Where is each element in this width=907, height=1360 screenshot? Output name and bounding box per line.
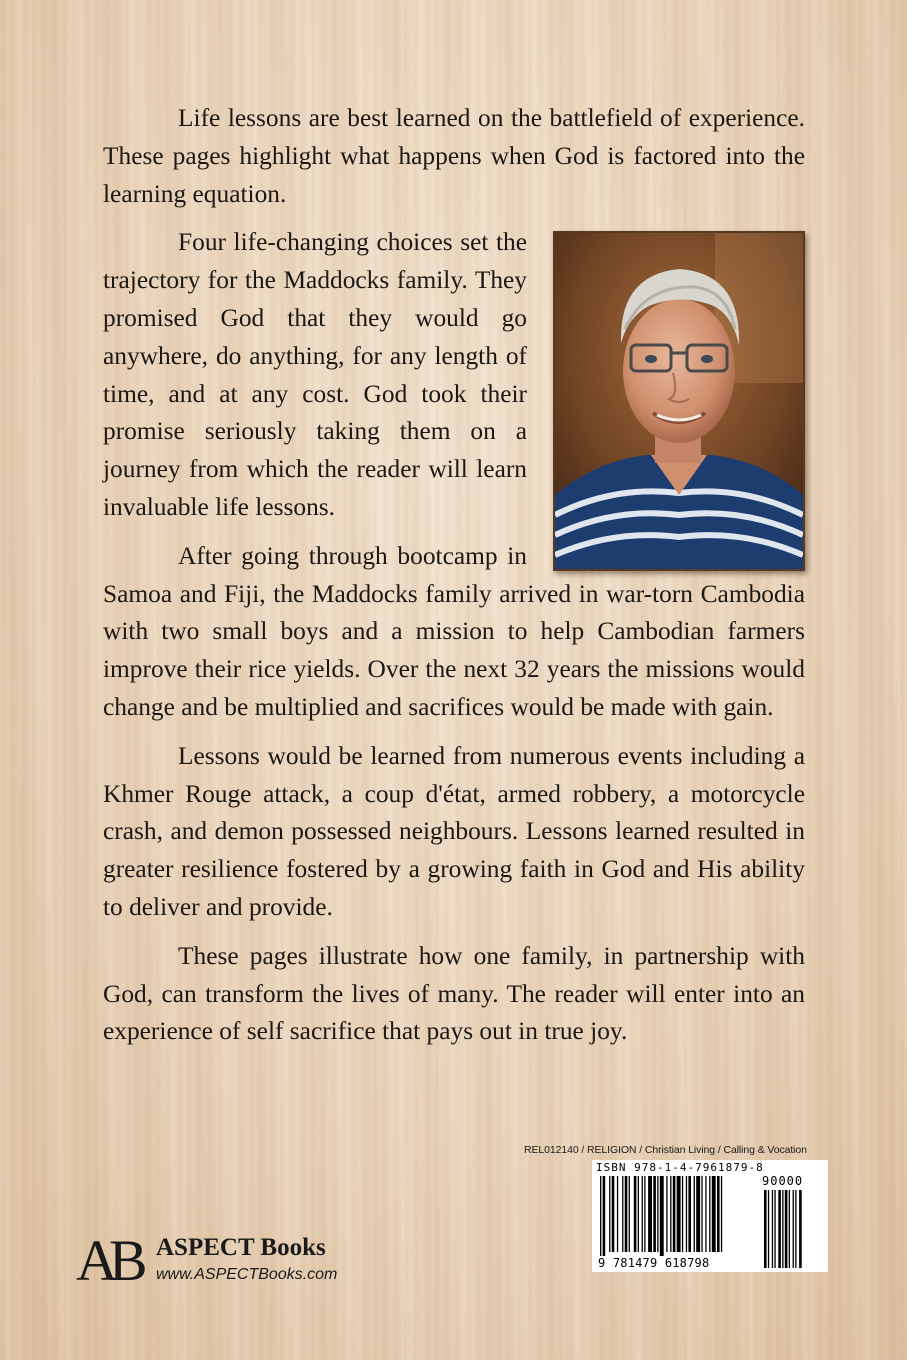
paragraph-3: After going through bootcamp in Samoa and Fiji, the Maddocks family arrived in war-torn Cambodia with two small boys and a mission to help Cambodian farmers improve their rice yields. Over the next 32 years the missions would change and be multiplied and sacrifices would be made with gain. (103, 541, 805, 721)
barcode-bar (648, 1176, 652, 1252)
publisher-monogram: AB (76, 1228, 139, 1293)
barcode-bar (609, 1176, 610, 1252)
barcode-digits: 9 781479 618798 (598, 1256, 710, 1270)
paragraph-2 (103, 224, 805, 526)
paragraph-5: These pages illustrate how one family, in partnership with God, can transform the lives of many. The reader will enter into an experience of self sacrifice that pays out in true joy. (103, 941, 805, 1046)
barcode-addon-bar (793, 1190, 794, 1268)
paragraph-1: Life lessons are best learned on the battlefield of experience. These pages highlight what happens when God is factored into the learning equation. (103, 104, 805, 208)
barcode-bar (666, 1176, 667, 1252)
barcode-bar (638, 1176, 639, 1252)
barcode-bar (644, 1176, 645, 1252)
publisher-logo (76, 1228, 376, 1293)
barcode-bar (709, 1176, 710, 1252)
barcode-bar (629, 1176, 630, 1252)
barcode-bar (721, 1176, 722, 1252)
barcode-bar (642, 1176, 643, 1252)
barcode-bar (617, 1176, 618, 1252)
barcode-bar (634, 1176, 637, 1252)
barcode-bar (712, 1176, 716, 1252)
barcode-addon-bar (785, 1190, 788, 1268)
barcode-addon-bar (772, 1190, 773, 1268)
author-portrait (553, 231, 805, 571)
barcode-bar (694, 1176, 695, 1252)
barcode-bar (673, 1176, 676, 1252)
publisher-url[interactable]: www.ASPECTBooks.com (156, 1266, 338, 1283)
barcode-addon-bar (768, 1190, 769, 1268)
barcode-bar (677, 1176, 681, 1252)
bisac-category: REL012140 / RELIGION / Christian Living / Calling & Vocation (524, 1144, 807, 1156)
isbn-label: ISBN 978-1-4-7961879-8 (596, 1161, 764, 1174)
barcode-bar (696, 1176, 700, 1252)
barcode-bar (625, 1176, 628, 1252)
publisher-name: ASPECT Books (156, 1234, 326, 1261)
barcode-bar (660, 1176, 664, 1256)
barcode-bar (717, 1176, 720, 1252)
barcode-addon-bar (778, 1190, 781, 1268)
blurb-text (103, 100, 805, 1062)
barcode-bar (701, 1176, 702, 1252)
barcode-bar (600, 1176, 601, 1256)
barcode-bar (622, 1176, 623, 1252)
barcode-bar (705, 1176, 706, 1252)
isbn-barcode (592, 1160, 828, 1272)
barcode-bar (686, 1176, 687, 1252)
barcode-addon-bar (799, 1190, 802, 1268)
barcode-addon-bar (764, 1190, 767, 1268)
barcode-addon-bar (774, 1190, 775, 1268)
barcode-bar (670, 1176, 671, 1252)
barcode-addon-bar (795, 1190, 796, 1268)
barcode-bar (682, 1176, 683, 1252)
barcode-bar (612, 1176, 615, 1252)
barcode-bar (653, 1176, 656, 1252)
barcode-addon-bar (789, 1190, 790, 1268)
price-code: 90000 (762, 1174, 804, 1188)
paragraph-2-text: Four life-changing choices set the trajectory for the Maddocks family. They promised God that they would go anywhere, do anything, for any length of time, and at any cost. God took their promise seriously taking them on a journey from which the reader will learn invaluable life lessons. (103, 228, 527, 521)
paragraph-4: Lessons would be learned from numerous events including a Khmer Rouge attack, a coup d'état, armed robbery, a motorcycle crash, and demon possessed neighbours. Lessons learned resulted in greater resilience fostered by a growing faith in God and His ability to deliver and provide. (103, 741, 805, 921)
barcode-bar (657, 1176, 658, 1252)
barcode-bar (603, 1176, 606, 1256)
barcode-addon-bar (782, 1190, 783, 1268)
barcode-bar (688, 1176, 691, 1252)
